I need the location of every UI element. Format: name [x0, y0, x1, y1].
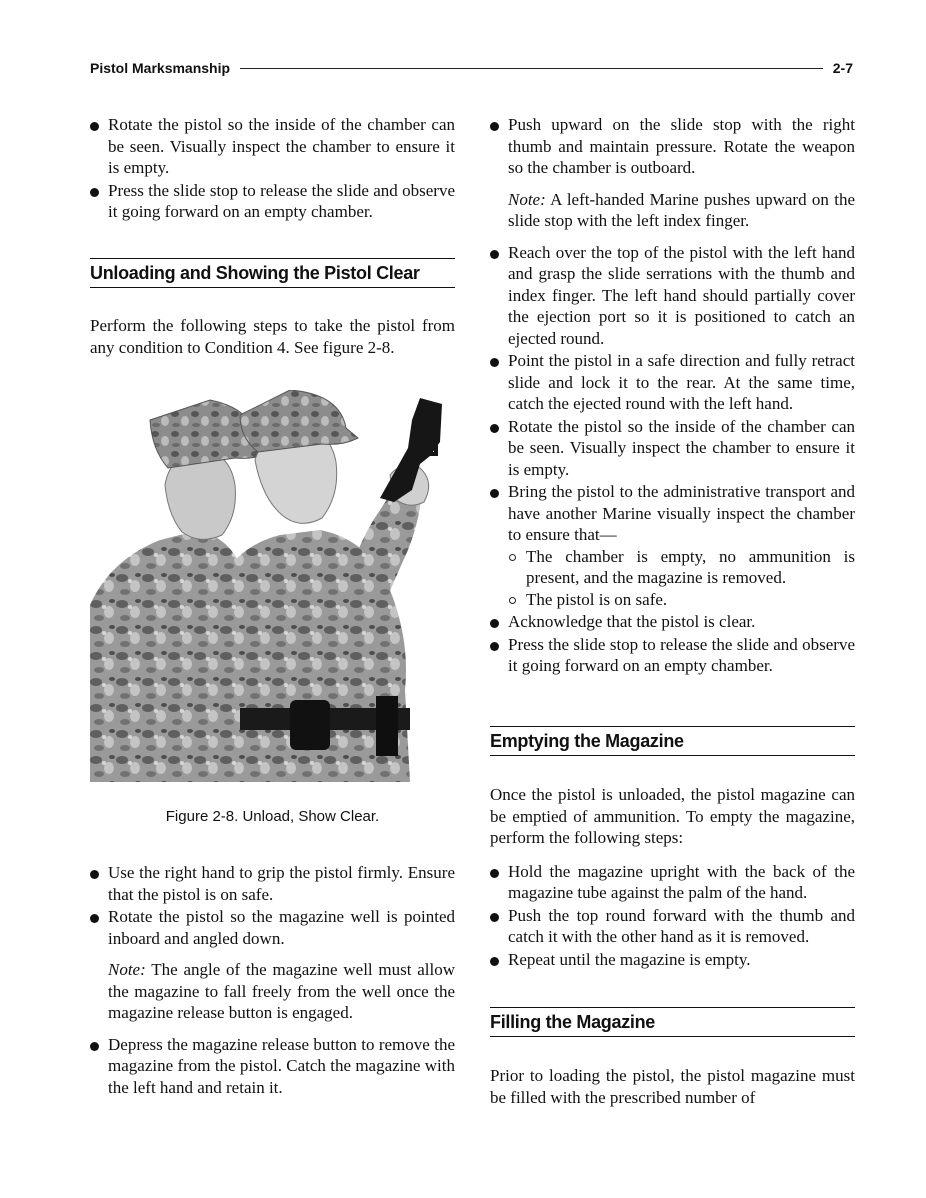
list-item: Push the top round forward with the thumb and catch it with the other hand as it is removed.: [490, 905, 855, 948]
intro-paragraph: Perform the following steps to take the pistol from any condition to Condition 4. See figure 2-8.: [90, 316, 455, 357]
bullet-icon: [90, 870, 99, 879]
list-item: Acknowledge that the pistol is clear.: [490, 611, 855, 633]
pistol-icon: [380, 398, 442, 502]
front-marine-cover: [240, 390, 358, 452]
list-item: Push upward on the slide stop with the right thumb and maintain pressure. Rotate the weapon so the chamber is outboard.: [490, 114, 855, 179]
section-heading-emptying: Emptying the Magazine: [490, 726, 855, 756]
sub-list-item: The pistol is on safe.: [508, 589, 855, 611]
list-item: Point the pistol in a safe direction and fully retract slide and lock it to the rear. At the same time, catch the ejected round with the left hand.: [490, 350, 855, 415]
bullet-icon: [490, 358, 499, 367]
list-item: Repeat until the magazine is empty.: [490, 949, 855, 971]
marines-photo: [90, 390, 455, 782]
left-bottom-section: [90, 862, 455, 1099]
list-item: Press the slide stop to release the slide and observe it going forward on an empty chamber.: [90, 180, 455, 223]
sub-bullet-icon: [509, 554, 516, 561]
bullet-icon: [490, 250, 499, 259]
list-item: Rotate the pistol so the magazine well is pointed inboard and angled down.: [90, 906, 455, 949]
list-item: Rotate the pistol so the inside of the chamber can be seen. Visually inspect the chamber to ensure it is empty.: [90, 114, 455, 179]
filling-intro: Prior to loading the pistol, the pistol magazine must be filled with the prescribed number of: [490, 1066, 855, 1107]
left-top-list: [90, 114, 455, 224]
running-header: [90, 58, 853, 78]
note: Note: A left-handed Marine pushes upward on the slide stop with the left index finger.: [508, 189, 855, 230]
bullet-icon: [90, 914, 99, 923]
figure-caption: Figure 2-8. Unload, Show Clear.: [165, 808, 380, 825]
list-item: Reach over the top of the pistol with the left hand and grasp the slide serrations with the thumb and index finger. The left hand should partially cover the ejection port so it is positioned to catch an ejected round.: [490, 242, 855, 350]
bullet-icon: [490, 424, 499, 433]
section-heading-unloading: Unloading and Showing the Pistol Clear: [90, 258, 455, 288]
list-item: Press the slide stop to release the slide and observe it going forward on an empty chamber.: [490, 634, 855, 677]
header-rule: [240, 68, 823, 69]
page-number: 2-7: [832, 60, 853, 76]
section-heading-filling: Filling the Magazine: [490, 1007, 855, 1037]
emptying-section: Once the pistol is unloaded, the pistol magazine can be emptied of ammunition. To empty the magazine, perform the following steps: Hold the magazine upright with the back of the magazine tube against the palm of the hand. Push the top round forward with the thumb and catch it with the other hand as it is removed. Repeat until the magazine is empty.: [490, 785, 855, 969]
bullet-icon: [490, 642, 499, 651]
header-title: Pistol Marksmanship: [90, 60, 231, 76]
bullet-icon: [490, 619, 499, 628]
figure-unload-show-clear: [90, 390, 455, 782]
list-item: Use the right hand to grip the pistol firmly. Ensure that the pistol is on safe.: [90, 862, 455, 905]
bullet-icon: [490, 869, 499, 878]
bullet-icon: [90, 1042, 99, 1051]
bullet-icon: [490, 122, 499, 131]
sub-bullet-icon: [509, 597, 516, 604]
note: Note: The angle of the magazine well must allow the magazine to fall freely from the well once the magazine release button is engaged.: [108, 960, 455, 1022]
bullet-icon: [490, 489, 499, 498]
bullet-icon: [90, 122, 99, 131]
sub-list-item: The chamber is empty, no ammunition is present, and the magazine is removed.: [508, 546, 855, 589]
list-item: Hold the magazine upright with the back of the magazine tube against the palm of the hand.: [490, 861, 855, 904]
bullet-icon: [490, 913, 499, 922]
bullet-icon: [90, 188, 99, 197]
list-item: Bring the pistol to the administrative transport and have another Marine visually inspect the chamber to ensure that— The chamber is empty, no ammunition is present, and the magazine is removed. The pistol is on safe.: [490, 481, 855, 610]
right-top-section: [490, 114, 855, 678]
list-item: Depress the magazine release button to remove the magazine from the pistol. Catch the magazine with the left hand and retain it.: [90, 1034, 455, 1099]
bullet-icon: [490, 957, 499, 966]
list-item: Rotate the pistol so the inside of the chamber can be seen. Visually inspect the chamber to ensure it is empty.: [490, 416, 855, 481]
